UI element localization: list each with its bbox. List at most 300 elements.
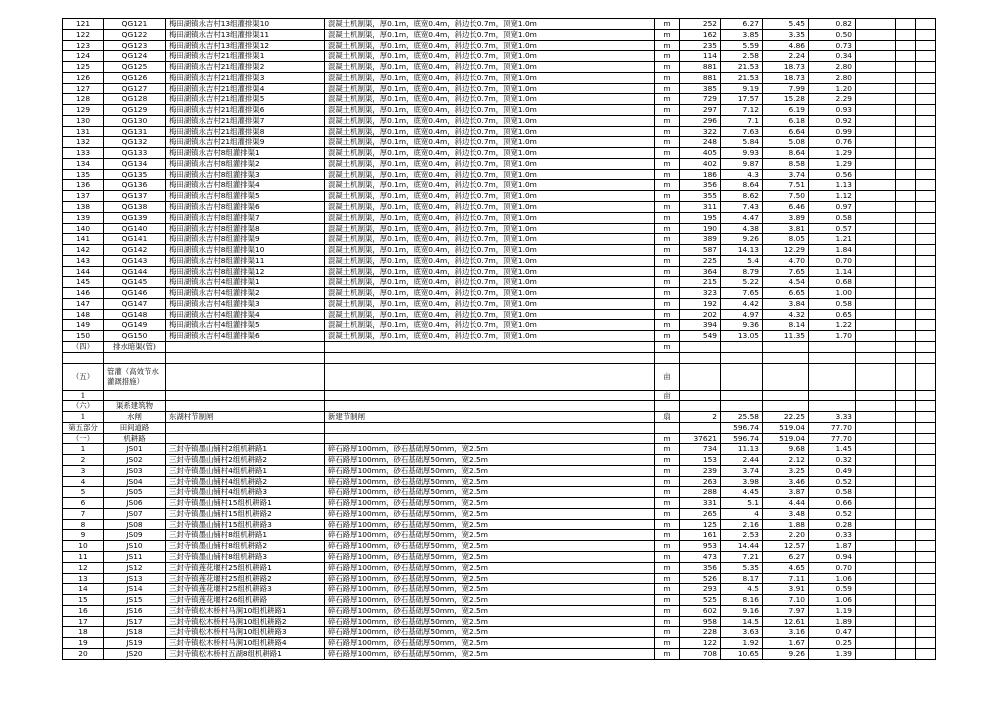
empty-cell	[896, 476, 916, 487]
item-code: QG121	[104, 19, 166, 30]
item-name: 梅田湖镇永吉村8组灌排渠11	[166, 255, 325, 266]
quantity-cell: 235	[680, 40, 721, 51]
unit-cell: m	[655, 605, 680, 616]
construction-cost-cell: 12.57	[763, 541, 809, 552]
unit-cell: m	[655, 455, 680, 466]
table-row	[63, 191, 936, 202]
row-number: 123	[63, 40, 104, 51]
item-code: QG137	[104, 191, 166, 202]
item-spec: 混凝土机制渠，厚0.1m，底宽0.4m，斜边长0.7m，顶宽1.0m	[325, 191, 655, 202]
empty-cell	[896, 137, 916, 148]
empty-cell	[896, 180, 916, 191]
unit-cell: m	[655, 320, 680, 331]
table-row	[63, 573, 936, 584]
total-cost-cell: 9.36	[721, 320, 763, 331]
total-cost-cell: 17.57	[721, 94, 763, 105]
unit-cell: m	[655, 476, 680, 487]
other-cost-cell: 0.59	[809, 584, 856, 595]
item-code: JS07	[104, 508, 166, 519]
empty-cell	[896, 541, 916, 552]
empty-cell	[916, 465, 936, 476]
row-number: 150	[63, 331, 104, 342]
empty-cell	[916, 298, 936, 309]
empty-cell	[916, 422, 936, 433]
table-row	[63, 584, 936, 595]
table-row	[63, 320, 936, 331]
construction-cost-cell: 1.88	[763, 519, 809, 530]
row-number: 149	[63, 320, 104, 331]
empty-cell	[896, 148, 916, 159]
construction-cost-cell: 8.64	[763, 148, 809, 159]
table-row	[63, 137, 936, 148]
construction-cost-cell: 2.12	[763, 455, 809, 466]
item-code: QG128	[104, 94, 166, 105]
table-row	[63, 72, 936, 83]
quantity-cell: 202	[680, 309, 721, 320]
total-cost-cell: 14.5	[721, 616, 763, 627]
row-number: 1	[63, 412, 104, 423]
other-cost-cell: 1.70	[809, 331, 856, 342]
table-row	[63, 115, 936, 126]
unit-cell: m	[655, 541, 680, 552]
row-number: 4	[63, 476, 104, 487]
empty-cell	[916, 309, 936, 320]
construction-cost-cell: 3.35	[763, 29, 809, 40]
cost-estimate-table	[62, 18, 936, 660]
quantity-cell: 323	[680, 288, 721, 299]
empty-cell	[856, 40, 896, 51]
empty-cell	[916, 352, 936, 363]
other-cost-cell: 77.70	[809, 422, 856, 433]
item-spec: 碎石路厚100mm，砂石基础厚50mm，宽2.5m	[325, 562, 655, 573]
empty-cell	[896, 627, 916, 638]
item-spec: 混凝土机制渠，厚0.1m，底宽0.4m，斜边长0.7m，顶宽1.0m	[325, 202, 655, 213]
construction-cost-cell: 519.04	[763, 433, 809, 444]
total-cost-cell: 5.35	[721, 562, 763, 573]
empty-cell	[896, 616, 916, 627]
item-spec: 混凝土机制渠，厚0.1m，底宽0.4m，斜边长0.7m，顶宽1.0m	[325, 158, 655, 169]
quantity-cell: 356	[680, 562, 721, 573]
empty-cell	[896, 331, 916, 342]
item-code: JS13	[104, 573, 166, 584]
row-number: 16	[63, 605, 104, 616]
item-spec: 碎石路厚100mm，砂石基础厚50mm，宽2.5m	[325, 616, 655, 627]
empty-cell	[856, 169, 896, 180]
table-row	[63, 40, 936, 51]
empty-cell	[896, 595, 916, 606]
empty-cell	[916, 126, 936, 137]
unit-cell: m	[655, 277, 680, 288]
unit-cell	[655, 422, 680, 433]
construction-cost-cell: 1.67	[763, 638, 809, 649]
empty-cell	[856, 212, 896, 223]
empty-cell	[856, 202, 896, 213]
table-row	[63, 498, 936, 509]
quantity-cell: 195	[680, 212, 721, 223]
row-number: 142	[63, 245, 104, 256]
unit-cell: m	[655, 234, 680, 245]
other-cost-cell	[809, 341, 856, 352]
item-spec: 碎石路厚100mm，砂石基础厚50mm，宽2.5m	[325, 595, 655, 606]
total-cost-cell: 3.63	[721, 627, 763, 638]
table-row	[63, 94, 936, 105]
quantity-cell: 708	[680, 648, 721, 659]
row-number: 18	[63, 627, 104, 638]
item-spec: 混凝土机制渠，厚0.1m，底宽0.4m，斜边长0.7m，顶宽1.0m	[325, 137, 655, 148]
item-name: 梅田湖镇永吉村4组灌排渠1	[166, 277, 325, 288]
table-row	[63, 212, 936, 223]
item-name: 三封寺镇墨山铺村8组机耕路1	[166, 530, 325, 541]
unit-cell: m	[655, 298, 680, 309]
empty-cell	[856, 277, 896, 288]
empty-cell	[856, 412, 896, 423]
item-name: 梅田湖镇永吉村8组灌排渠8	[166, 223, 325, 234]
total-cost-cell: 8.64	[721, 180, 763, 191]
table-row	[63, 245, 936, 256]
table-row	[63, 277, 936, 288]
empty-cell	[856, 363, 896, 390]
construction-cost-cell: 8.58	[763, 158, 809, 169]
quantity-cell: 402	[680, 158, 721, 169]
quantity-cell: 122	[680, 638, 721, 649]
table-row	[63, 341, 936, 352]
construction-cost-cell: 2.24	[763, 51, 809, 62]
empty-cell	[896, 422, 916, 433]
total-cost-cell: 10.65	[721, 648, 763, 659]
other-cost-cell	[809, 390, 856, 401]
table-row	[63, 390, 936, 401]
row-number: 8	[63, 519, 104, 530]
item-name	[166, 390, 325, 401]
total-cost-cell: 8.16	[721, 595, 763, 606]
empty-cell	[916, 648, 936, 659]
other-cost-cell: 0.70	[809, 255, 856, 266]
empty-cell	[856, 390, 896, 401]
other-cost-cell: 0.82	[809, 19, 856, 30]
item-spec: 混凝土机制渠，厚0.1m，底宽0.4m，斜边长0.7m，顶宽1.0m	[325, 223, 655, 234]
empty-cell	[896, 390, 916, 401]
construction-cost-cell: 18.73	[763, 62, 809, 73]
total-cost-cell: 3.98	[721, 476, 763, 487]
empty-cell	[856, 19, 896, 30]
item-code: 田间道路	[104, 422, 166, 433]
item-code: QG138	[104, 202, 166, 213]
item-spec: 碎石路厚100mm，砂石基础厚50mm，宽2.5m	[325, 455, 655, 466]
unit-cell: m	[655, 83, 680, 94]
other-cost-cell: 1.87	[809, 541, 856, 552]
empty-cell	[916, 455, 936, 466]
empty-cell	[896, 352, 916, 363]
item-spec	[325, 422, 655, 433]
other-cost-cell: 1.06	[809, 573, 856, 584]
table-row	[63, 148, 936, 159]
unit-cell: m	[655, 62, 680, 73]
item-name	[166, 433, 325, 444]
construction-cost-cell: 3.81	[763, 223, 809, 234]
item-name: 梅田湖镇永吉村8组灌排渠9	[166, 234, 325, 245]
empty-cell	[916, 234, 936, 245]
empty-cell	[916, 245, 936, 256]
empty-cell	[916, 584, 936, 595]
total-cost-cell: 4.5	[721, 584, 763, 595]
other-cost-cell: 0.97	[809, 202, 856, 213]
total-cost-cell: 11.13	[721, 444, 763, 455]
table-row	[63, 288, 936, 299]
item-name: 三封寺镇墨山铺村8组机耕路3	[166, 551, 325, 562]
row-number: （一）	[63, 433, 104, 444]
empty-cell	[916, 223, 936, 234]
quantity-cell: 525	[680, 595, 721, 606]
empty-cell	[916, 51, 936, 62]
item-name: 梅田湖镇永吉村21组灌排渠3	[166, 72, 325, 83]
table-row	[63, 105, 936, 116]
empty-cell	[916, 595, 936, 606]
empty-cell	[856, 530, 896, 541]
total-cost-cell: 25.58	[721, 412, 763, 423]
empty-cell	[916, 105, 936, 116]
row-number: 126	[63, 72, 104, 83]
quantity-cell: 162	[680, 29, 721, 40]
row-number: 147	[63, 298, 104, 309]
item-name: 梅田湖镇永吉村21组灌排渠5	[166, 94, 325, 105]
table-row	[63, 331, 936, 342]
item-spec: 碎石路厚100mm，砂石基础厚50mm，宽2.5m	[325, 627, 655, 638]
item-code: JS06	[104, 498, 166, 509]
unit-cell: m	[655, 638, 680, 649]
empty-cell	[856, 105, 896, 116]
empty-cell	[916, 390, 936, 401]
empty-cell	[896, 412, 916, 423]
construction-cost-cell: 4.44	[763, 498, 809, 509]
empty-cell	[856, 595, 896, 606]
row-number: 1	[63, 390, 104, 401]
quantity-cell: 263	[680, 476, 721, 487]
empty-cell	[856, 266, 896, 277]
empty-cell	[896, 94, 916, 105]
item-name	[166, 422, 325, 433]
quantity-cell: 729	[680, 94, 721, 105]
item-spec: 混凝土机制渠，厚0.1m，底宽0.4m，斜边长0.7m，顶宽1.0m	[325, 288, 655, 299]
other-cost-cell: 1.21	[809, 234, 856, 245]
construction-cost-cell: 22.25	[763, 412, 809, 423]
empty-cell	[916, 573, 936, 584]
unit-cell: m	[655, 530, 680, 541]
item-name: 三封寺镇墨山铺村8组机耕路2	[166, 541, 325, 552]
total-cost-cell: 9.19	[721, 83, 763, 94]
row-number: 127	[63, 83, 104, 94]
quantity-cell: 602	[680, 605, 721, 616]
item-spec: 混凝土机制渠，厚0.1m，底宽0.4m，斜边长0.7m，顶宽1.0m	[325, 40, 655, 51]
table-row	[63, 309, 936, 320]
empty-cell	[896, 266, 916, 277]
empty-cell	[856, 401, 896, 412]
item-code: JS15	[104, 595, 166, 606]
total-cost-cell: 5.84	[721, 137, 763, 148]
construction-cost-cell: 519.04	[763, 422, 809, 433]
item-code: JS09	[104, 530, 166, 541]
item-code: QG125	[104, 62, 166, 73]
other-cost-cell: 0.58	[809, 298, 856, 309]
row-number: 125	[63, 62, 104, 73]
construction-cost-cell: 5.45	[763, 19, 809, 30]
item-name: 梅田湖镇永吉村8组灌排渠10	[166, 245, 325, 256]
quantity-cell: 265	[680, 508, 721, 519]
quantity-cell: 239	[680, 465, 721, 476]
item-name: 梅田湖镇永吉村4组灌排渠4	[166, 309, 325, 320]
unit-cell: m	[655, 508, 680, 519]
total-cost-cell: 14.13	[721, 245, 763, 256]
quantity-cell	[680, 352, 721, 363]
construction-cost-cell: 3.89	[763, 212, 809, 223]
item-spec: 混凝土机制渠，厚0.1m，底宽0.4m，斜边长0.7m，顶宽1.0m	[325, 51, 655, 62]
row-number	[63, 352, 104, 363]
empty-cell	[916, 498, 936, 509]
empty-cell	[856, 476, 896, 487]
row-number: 135	[63, 169, 104, 180]
empty-cell	[856, 352, 896, 363]
unit-cell: m	[655, 487, 680, 498]
item-spec: 碎石路厚100mm，砂石基础厚50mm，宽2.5m	[325, 551, 655, 562]
table-row	[63, 169, 936, 180]
empty-cell	[856, 455, 896, 466]
empty-cell	[856, 148, 896, 159]
empty-cell	[856, 245, 896, 256]
empty-cell	[856, 158, 896, 169]
empty-cell	[896, 105, 916, 116]
item-name: 三封寺镇莲花堰村25组机耕路2	[166, 573, 325, 584]
other-cost-cell: 3.33	[809, 412, 856, 423]
total-cost-cell: 5.22	[721, 277, 763, 288]
row-number: 148	[63, 309, 104, 320]
empty-cell	[856, 234, 896, 245]
unit-cell: m	[655, 245, 680, 256]
construction-cost-cell: 9.68	[763, 444, 809, 455]
construction-cost-cell: 6.19	[763, 105, 809, 116]
empty-cell	[896, 551, 916, 562]
construction-cost-cell: 7.51	[763, 180, 809, 191]
row-number: 124	[63, 51, 104, 62]
item-name: 三封寺镇墨山铺村15组机耕路1	[166, 498, 325, 509]
item-code: 机耕路	[104, 433, 166, 444]
item-code: QG132	[104, 137, 166, 148]
table-row	[63, 519, 936, 530]
construction-cost-cell: 12.29	[763, 245, 809, 256]
item-code: JS12	[104, 562, 166, 573]
empty-cell	[856, 62, 896, 73]
item-code: JS05	[104, 487, 166, 498]
empty-cell	[856, 288, 896, 299]
item-spec: 碎石路厚100mm，砂石基础厚50mm，宽2.5m	[325, 476, 655, 487]
item-name: 三封寺镇莲花堰村25组机耕路1	[166, 562, 325, 573]
empty-cell	[896, 573, 916, 584]
total-cost-cell: 4	[721, 508, 763, 519]
unit-cell: m	[655, 105, 680, 116]
quantity-cell: 296	[680, 115, 721, 126]
row-number: 6	[63, 498, 104, 509]
total-cost-cell: 2.58	[721, 51, 763, 62]
construction-cost-cell: 3.91	[763, 584, 809, 595]
total-cost-cell: 9.16	[721, 605, 763, 616]
table-row	[63, 627, 936, 638]
item-code: QG146	[104, 288, 166, 299]
empty-cell	[896, 40, 916, 51]
table-row	[63, 19, 936, 30]
row-number: 15	[63, 595, 104, 606]
total-cost-cell: 4.45	[721, 487, 763, 498]
item-spec: 混凝土机制渠，厚0.1m，底宽0.4m，斜边长0.7m，顶宽1.0m	[325, 62, 655, 73]
construction-cost-cell: 6.64	[763, 126, 809, 137]
table-row	[63, 605, 936, 616]
row-number: 7	[63, 508, 104, 519]
other-cost-cell: 1.45	[809, 444, 856, 455]
total-cost-cell: 21.53	[721, 72, 763, 83]
item-name: 梅田湖镇永吉村8组灌排渠3	[166, 169, 325, 180]
other-cost-cell: 0.32	[809, 455, 856, 466]
other-cost-cell: 1.12	[809, 191, 856, 202]
item-code: JS16	[104, 605, 166, 616]
quantity-cell: 114	[680, 51, 721, 62]
construction-cost-cell: 7.11	[763, 573, 809, 584]
item-spec: 混凝土机制渠，厚0.1m，底宽0.4m，斜边长0.7m，顶宽1.0m	[325, 105, 655, 116]
other-cost-cell: 0.47	[809, 627, 856, 638]
quantity-cell: 322	[680, 126, 721, 137]
empty-cell	[916, 627, 936, 638]
empty-cell	[896, 341, 916, 352]
construction-cost-cell: 12.61	[763, 616, 809, 627]
item-spec: 碎石路厚100mm，砂石基础厚50mm，宽2.5m	[325, 605, 655, 616]
empty-cell	[896, 638, 916, 649]
other-cost-cell: 1.89	[809, 616, 856, 627]
item-name: 梅田湖镇永吉村8组灌排渠2	[166, 158, 325, 169]
quantity-cell: 252	[680, 19, 721, 30]
empty-cell	[916, 40, 936, 51]
unit-cell: m	[655, 212, 680, 223]
item-name	[166, 341, 325, 352]
total-cost-cell: 13.05	[721, 331, 763, 342]
item-name: 梅田湖镇永吉村21组灌排渠4	[166, 83, 325, 94]
total-cost-cell: 5.59	[721, 40, 763, 51]
item-name: 梅田湖镇永吉村21组灌排渠9	[166, 137, 325, 148]
item-spec: 混凝土机制渠，厚0.1m，底宽0.4m，斜边长0.7m，顶宽1.0m	[325, 126, 655, 137]
item-spec: 混凝土机制渠，厚0.1m，底宽0.4m，斜边长0.7m，顶宽1.0m	[325, 169, 655, 180]
unit-cell: m	[655, 191, 680, 202]
construction-cost-cell: 8.05	[763, 234, 809, 245]
unit-cell: m	[655, 115, 680, 126]
table-row	[63, 551, 936, 562]
empty-cell	[896, 363, 916, 390]
row-number: 2	[63, 455, 104, 466]
empty-cell	[916, 148, 936, 159]
item-code: QG136	[104, 180, 166, 191]
table-row	[63, 83, 936, 94]
item-code: QG139	[104, 212, 166, 223]
empty-cell	[916, 341, 936, 352]
quantity-cell: 228	[680, 627, 721, 638]
item-name: 梅田湖镇永吉村13组灌排渠12	[166, 40, 325, 51]
construction-cost-cell: 7.65	[763, 266, 809, 277]
row-number: 20	[63, 648, 104, 659]
quantity-cell	[680, 390, 721, 401]
row-number: （五）	[63, 363, 104, 390]
other-cost-cell: 2.80	[809, 62, 856, 73]
item-code: QG124	[104, 51, 166, 62]
construction-cost-cell	[763, 401, 809, 412]
empty-cell	[916, 487, 936, 498]
other-cost-cell: 0.58	[809, 212, 856, 223]
empty-cell	[856, 541, 896, 552]
item-code: QG144	[104, 266, 166, 277]
other-cost-cell: 1.13	[809, 180, 856, 191]
